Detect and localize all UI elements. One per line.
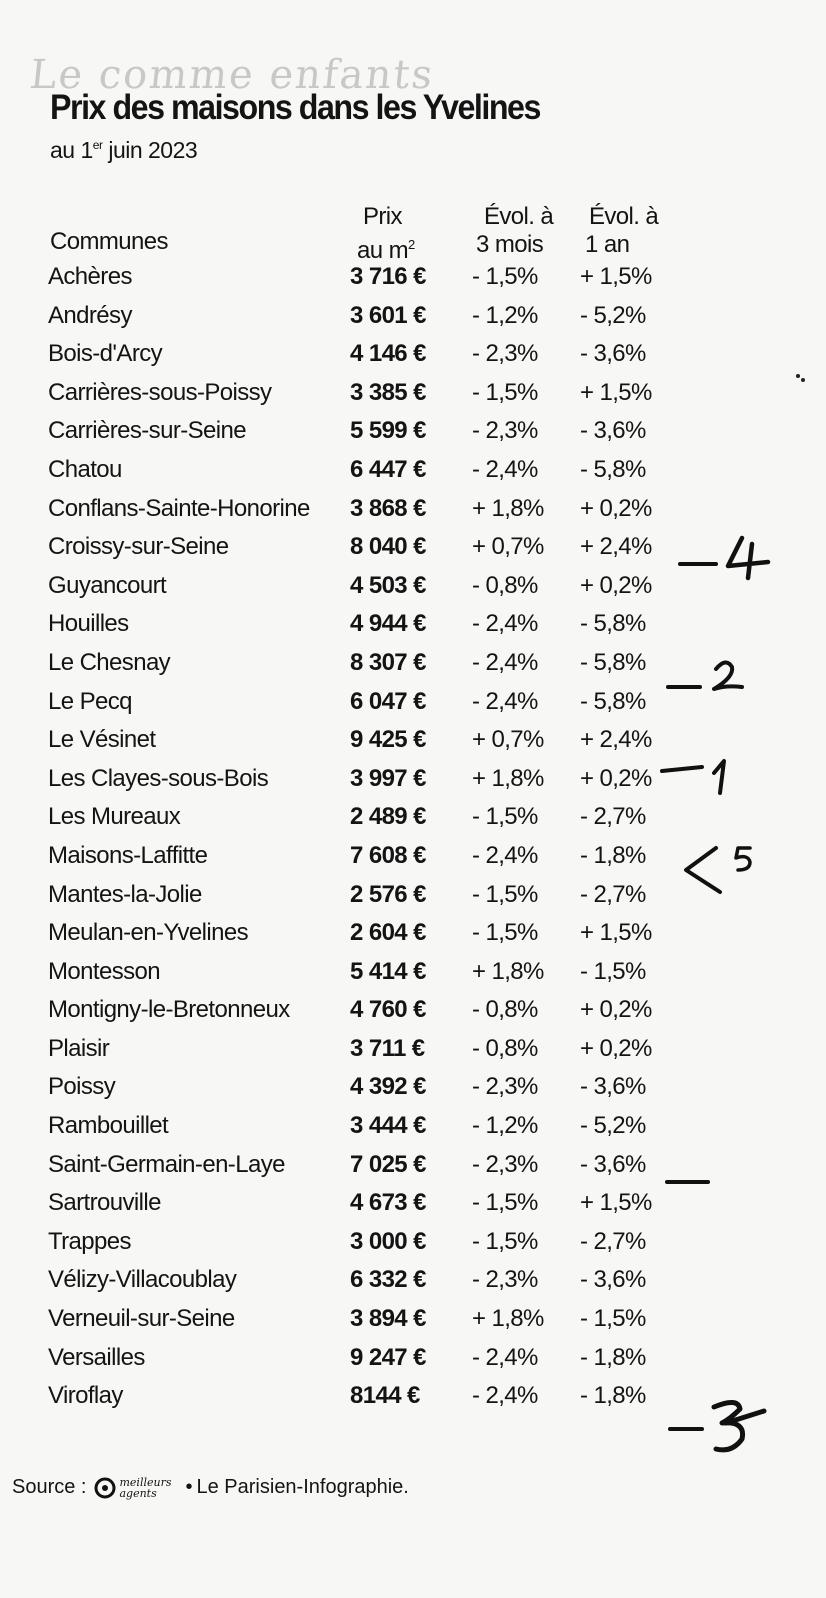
table-row	[0, 338, 826, 377]
table-row	[0, 1071, 826, 1110]
commune-name: Meulan-en-Yvelines	[48, 919, 248, 947]
commune-name: Versailles	[48, 1343, 145, 1371]
price-per-m2: 7 025 €	[350, 1150, 426, 1178]
evol-3-mois: - 2,4%	[472, 841, 538, 869]
source-separator: •	[185, 1476, 193, 1498]
evol-3-mois: - 2,4%	[472, 648, 538, 676]
commune-name: Poissy	[48, 1073, 116, 1101]
commune-name: Rambouillet	[48, 1112, 169, 1140]
page-title: Prix des maisons dans les Yvelines	[50, 88, 540, 127]
logo-icon	[94, 1477, 116, 1499]
commune-name: Carrières-sur-Seine	[48, 417, 246, 445]
table-row	[0, 917, 826, 956]
ghost-bleed-text: Le comme enfants	[27, 52, 437, 98]
evol-1-an: - 3,6%	[580, 340, 646, 368]
evol-1-an: - 5,2%	[580, 1112, 646, 1140]
source-credit: Le Parisien-Infographie.	[196, 1476, 409, 1498]
evol-1-an: - 3,6%	[580, 1150, 646, 1178]
evol-3-mois: - 2,3%	[472, 340, 538, 368]
evol-1-an: + 0,2%	[580, 996, 652, 1024]
price-per-m2: 6 332 €	[350, 1266, 426, 1294]
commune-name: Bois-d'Arcy	[48, 340, 163, 368]
evol-1-an: + 0,2%	[580, 1034, 652, 1062]
evol-1-an: - 3,6%	[580, 417, 646, 445]
meilleurs-agents-logo	[94, 1477, 171, 1499]
evol-3-mois: - 2,4%	[472, 1343, 538, 1371]
price-per-m2: 4 146 €	[350, 340, 426, 368]
header-evol-3mois	[476, 203, 553, 259]
evol-1-an: - 2,7%	[580, 880, 646, 908]
price-per-m2: 4 392 €	[350, 1073, 426, 1101]
price-per-m2: 2 489 €	[350, 803, 426, 831]
evol-1-an: + 2,4%	[580, 533, 652, 561]
price-per-m2: 4 673 €	[350, 1189, 426, 1217]
price-per-m2: 8 040 €	[350, 533, 426, 561]
evol-3-mois: - 1,2%	[472, 301, 538, 329]
table-row	[0, 1264, 826, 1303]
commune-name: Montesson	[48, 957, 160, 985]
commune-name: Trappes	[48, 1227, 131, 1255]
evol-3-mois: - 1,5%	[472, 880, 538, 908]
commune-name: Carrières-sous-Poissy	[48, 378, 272, 406]
header-evol1-line2: 1 an	[585, 231, 630, 258]
evol-3-mois: + 1,8%	[472, 764, 544, 792]
commune-name: Vélizy-Villacoublay	[48, 1266, 237, 1294]
header-prix-text: au m	[357, 237, 408, 264]
evol-3-mois: - 2,4%	[472, 455, 538, 483]
evol-1-an: + 2,4%	[580, 726, 652, 754]
table-row	[0, 1226, 826, 1265]
evol-3-mois: - 2,4%	[472, 610, 538, 638]
price-per-m2: 5 414 €	[350, 957, 426, 985]
evol-1-an: - 3,6%	[580, 1073, 646, 1101]
stray-dots	[794, 372, 808, 386]
evol-1-an: + 0,2%	[580, 494, 652, 522]
evol-1-an: - 2,7%	[580, 803, 646, 831]
commune-name: Le Vésinet	[48, 726, 156, 754]
evol-3-mois: - 0,8%	[472, 996, 538, 1024]
commune-name: Viroflay	[48, 1382, 123, 1410]
logo-line2: agents	[119, 1486, 157, 1500]
price-per-m2: 9 425 €	[350, 726, 426, 754]
evol-3-mois: - 1,5%	[472, 378, 538, 406]
evol-3-mois: - 0,8%	[472, 1034, 538, 1062]
table-row	[0, 377, 826, 416]
logo-text	[119, 1477, 171, 1499]
commune-name: Les Mureaux	[48, 803, 181, 831]
evol-1-an: - 1,8%	[580, 1382, 646, 1410]
evol-3-mois: - 1,5%	[472, 1227, 538, 1255]
handwritten-mark-3	[666, 1393, 776, 1463]
commune-name: Montigny-le-Bretonneux	[48, 996, 290, 1024]
price-per-m2: 3 385 €	[350, 378, 426, 406]
handwritten-mark-4	[676, 532, 776, 582]
table-row	[0, 261, 826, 300]
table-row	[0, 1187, 826, 1226]
price-per-m2: 5 599 €	[350, 417, 426, 445]
evol-3-mois: - 0,8%	[472, 571, 538, 599]
evol-1-an: + 0,2%	[580, 571, 652, 599]
table-row	[0, 994, 826, 1033]
price-per-m2: 4 503 €	[350, 571, 426, 599]
price-per-m2: 6 447 €	[350, 455, 426, 483]
table-row	[0, 454, 826, 493]
evol-1-an: - 3,6%	[580, 1266, 646, 1294]
commune-name: Le Pecq	[48, 687, 132, 715]
commune-name: Croissy-sur-Seine	[48, 533, 229, 561]
price-per-m2: 8 307 €	[350, 648, 426, 676]
header-evol1-line1: Évol. à	[589, 203, 659, 230]
price-per-m2: 2 576 €	[350, 880, 426, 908]
evol-1-an: - 5,2%	[580, 301, 646, 329]
evol-1-an: + 1,5%	[580, 378, 652, 406]
header-evol-1an	[585, 203, 658, 259]
evol-3-mois: + 1,8%	[472, 957, 544, 985]
evol-3-mois: - 1,5%	[472, 919, 538, 947]
table-row	[0, 608, 826, 647]
commune-name: Les Clayes-sous-Bois	[48, 764, 269, 792]
header-prix	[357, 203, 415, 265]
handwritten-mark-2	[664, 655, 754, 705]
commune-name: Sartrouville	[48, 1189, 161, 1217]
commune-name: Mantes-la-Jolie	[48, 880, 202, 908]
table-row	[0, 1033, 826, 1072]
price-per-m2: 3 711 €	[350, 1034, 425, 1062]
evol-1-an: + 0,2%	[580, 764, 652, 792]
evol-3-mois: - 1,5%	[472, 1189, 538, 1217]
commune-name: Plaisir	[48, 1034, 110, 1062]
source-footer	[12, 1476, 409, 1499]
commune-name: Verneuil-sur-Seine	[48, 1305, 235, 1333]
evol-1-an: - 5,8%	[580, 648, 646, 676]
header-prix-line2	[357, 231, 415, 265]
price-per-m2: 4 944 €	[350, 610, 426, 638]
evol-1-an: + 1,5%	[580, 919, 652, 947]
evol-1-an: - 1,8%	[580, 1343, 646, 1371]
handwritten-mark-less-than-5	[680, 840, 770, 900]
price-per-m2: 3 868 €	[350, 494, 426, 522]
evol-3-mois: - 2,3%	[472, 417, 538, 445]
price-per-m2: 3 716 €	[350, 263, 426, 290]
table-row	[0, 300, 826, 339]
logo-line1: meilleurs	[119, 1475, 172, 1489]
price-per-m2: 2 604 €	[350, 919, 426, 947]
evol-3-mois: - 1,5%	[472, 803, 538, 831]
evol-1-an: + 1,5%	[580, 263, 652, 290]
evol-3-mois: + 0,7%	[472, 726, 544, 754]
evol-3-mois: + 1,8%	[472, 1305, 544, 1333]
evol-1-an: - 5,8%	[580, 687, 646, 715]
evol-3-mois: - 2,4%	[472, 687, 538, 715]
commune-name: Andrésy	[48, 301, 132, 329]
table-row	[0, 493, 826, 532]
evol-3-mois: + 1,8%	[472, 494, 544, 522]
evol-3-mois: - 2,3%	[472, 1150, 538, 1178]
price-per-m2: 3 444 €	[350, 1112, 426, 1140]
commune-name: Maisons-Laffitte	[48, 841, 208, 869]
commune-name: Conflans-Sainte-Honorine	[48, 494, 310, 522]
subtitle-prefix: au 1	[50, 137, 93, 163]
price-per-m2: 3 997 €	[350, 764, 426, 792]
commune-name: Le Chesnay	[48, 648, 171, 676]
price-per-m2: 8144 €	[350, 1382, 420, 1410]
header-prix-line1: Prix	[363, 203, 402, 230]
table-row	[0, 1303, 826, 1342]
subtitle	[50, 137, 197, 164]
evol-1-an: - 1,5%	[580, 957, 646, 985]
commune-name: Chatou	[48, 455, 122, 483]
header-evol3-line2: 3 mois	[476, 231, 544, 258]
evol-3-mois: + 0,7%	[472, 533, 544, 561]
header-communes: Communes	[50, 228, 168, 255]
price-per-m2: 3 601 €	[350, 301, 426, 329]
evol-1-an: - 1,8%	[580, 841, 646, 869]
table-row	[0, 415, 826, 454]
table-row	[0, 1110, 826, 1149]
table-row	[0, 956, 826, 995]
commune-name: Guyancourt	[48, 571, 167, 599]
header-evol3-line1: Évol. à	[484, 203, 554, 230]
evol-3-mois: - 1,2%	[472, 1112, 538, 1140]
price-per-m2: 4 760 €	[350, 996, 426, 1024]
handwritten-mark-1	[658, 745, 748, 800]
price-per-m2: 9 247 €	[350, 1343, 426, 1371]
evol-1-an: + 1,5%	[580, 1189, 652, 1217]
subtitle-sup: er	[92, 138, 103, 152]
evol-3-mois: - 2,4%	[472, 1382, 538, 1410]
price-per-m2: 7 608 €	[350, 841, 426, 869]
price-per-m2: 6 047 €	[350, 687, 426, 715]
table-row	[0, 801, 826, 840]
commune-name: Saint-Germain-en-Laye	[48, 1150, 285, 1178]
evol-1-an: - 2,7%	[580, 1227, 646, 1255]
evol-3-mois: - 1,5%	[472, 263, 538, 290]
price-per-m2: 3 894 €	[350, 1305, 426, 1333]
table-row	[0, 1342, 826, 1381]
commune-name: Achères	[48, 263, 132, 290]
source-label: Source :	[12, 1476, 87, 1498]
evol-3-mois: - 2,3%	[472, 1266, 538, 1294]
handwritten-dash	[664, 1172, 714, 1192]
commune-name: Houilles	[48, 610, 129, 638]
header-prix-sup: 2	[407, 237, 415, 252]
subtitle-suffix: juin 2023	[102, 137, 198, 163]
evol-1-an: - 1,5%	[580, 1305, 646, 1333]
evol-1-an: - 5,8%	[580, 455, 646, 483]
price-per-m2: 3 000 €	[350, 1227, 426, 1255]
evol-1-an: - 5,8%	[580, 610, 646, 638]
evol-3-mois: - 2,3%	[472, 1073, 538, 1101]
